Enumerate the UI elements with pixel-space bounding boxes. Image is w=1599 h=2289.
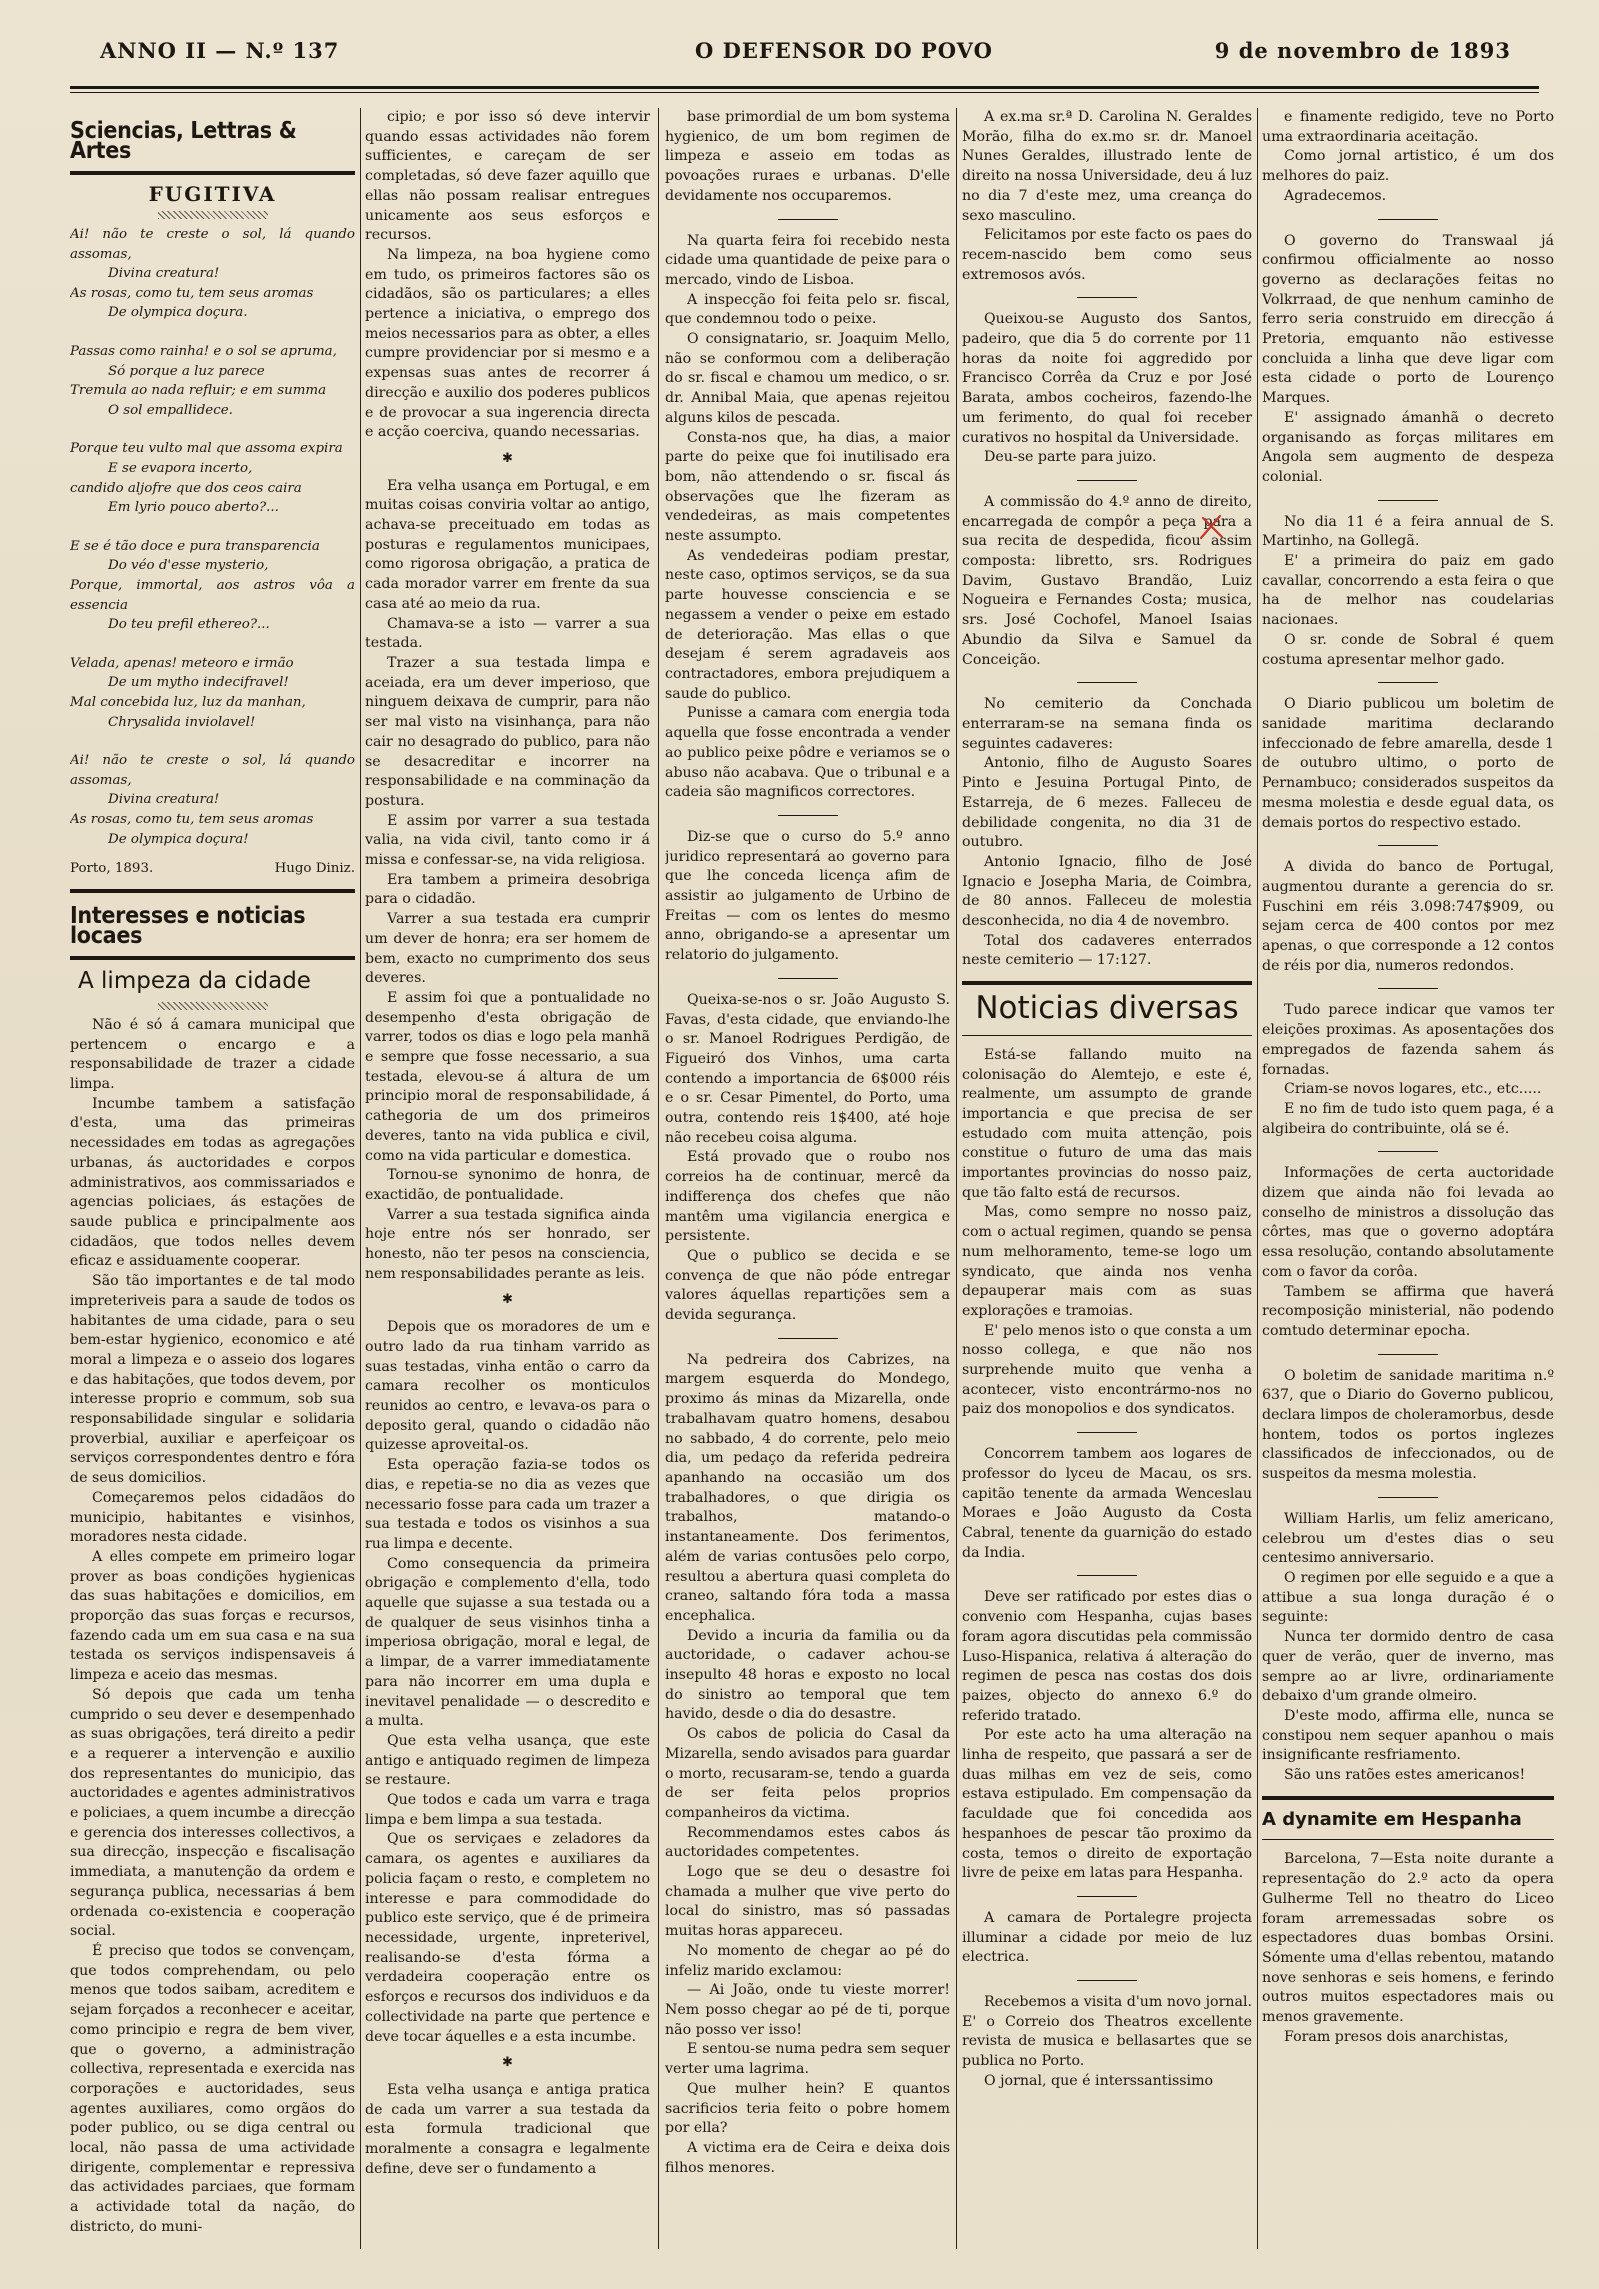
stanza-gap bbox=[70, 323, 355, 342]
paragraph: Barcelona, 7—Esta noite durante a representação do 2.º acto da opera Gulherme Tell no theatro do Liceo foram arremessadas sobre os espectadores duas bombas Orsini. Sómente uma d'ellas rebentou, matando nove senhoras e seis homens, e ferindo outros muitos espectadores mais ou menos gravemente. bbox=[1262, 1851, 1554, 2026]
poem-line: De olympica doçura. bbox=[108, 305, 248, 321]
news-item bbox=[1262, 1164, 1554, 1341]
article-body bbox=[365, 1318, 650, 2047]
paragraph: As vendedeiras podiam prestar, neste caso, optimos serviços, se da sua parte houvesse consciencia e se negassem a vender o peixe em estado de deterioração. Mas ellas o que desejam é serem agradaveis aos contractadores, embora prejudiquem a saude do publico. bbox=[665, 547, 950, 702]
poem-signature bbox=[70, 859, 355, 879]
column-divider bbox=[658, 108, 659, 2249]
news-separator bbox=[1378, 1497, 1438, 1498]
news-item bbox=[962, 1046, 1252, 1420]
paragraph: O Diario publicou um boletim de sanidade maritima declarando infeccionado de febre amarella, desde 1 de outubro ultimo, o porto de Pernambuco; considerados suspeitos da mesma molestia e desde egual data, os demais portos do respectivo estado. bbox=[1262, 696, 1554, 831]
paragraph: O governo do Transwaal já confirmou officialmente ao nosso governo as declarações feitas no Volkrraad, de que nenhum caminho de ferro seria construido em direcção á Pretoria, emquanto não estivesse concluida a linha que deve ligar com esta cidade o porto de Lourenço Marques. bbox=[1262, 232, 1554, 407]
paragraph: E' assignado ámanhã o decreto organisando as forças militares em Angola sem augmento de despeza colonial. bbox=[1262, 409, 1554, 485]
stanza-gap bbox=[70, 518, 355, 537]
paragraph: São uns ratões estes americanos! bbox=[1284, 1767, 1526, 1784]
poem-line: Em lyrio pouco aberto?... bbox=[108, 500, 279, 516]
paragraph: Tudo parece indicar que vamos ter eleições proximas. As aposentações dos empregados de fazenda sahem ás fornadas. bbox=[1262, 1002, 1554, 1078]
poem-line: As rosas, como tu, tem seus aromas bbox=[70, 811, 314, 827]
paragraph: Logo que se deu o desastre foi chamada a mulher que vive perto do local do sinistro, mas só passadas muitas horas appareceu. bbox=[665, 1864, 950, 1940]
poem-place: Porto, 1893. bbox=[70, 861, 154, 877]
news-item bbox=[1262, 108, 1554, 207]
paragraph: cipio; e por isso só deve intervir quando essas actividades não forem sufficientes, e careçam de ser completadas, só deve fazer aquillo que ellas não possam realisar entregues unicamente aos seus esforços e recursos. bbox=[365, 109, 650, 244]
paragraph: Que o publico se decida e se convença de que não póde entregar valores áquellas repartições sem a devida segurança. bbox=[665, 1247, 950, 1324]
poem-line: Só porque a luz parece bbox=[108, 363, 265, 379]
paragraph: Devido a incuria da familia ou da auctoridade, o cadaver achou-se insepulto 48 horas e exposto no local do sinistro ao temporal que tem havido, desde o dia do desastre. bbox=[665, 1627, 950, 1723]
news-item bbox=[665, 232, 950, 803]
paragraph: E assim por varrer a sua testada valia, na vida civil, tanto como ir á missa e confessar-se, na vida religiosa. bbox=[365, 812, 650, 869]
section-rule bbox=[1262, 1796, 1554, 1800]
paragraph: Na quarta feira foi recebido nesta cidade uma quantidade de peixe para o mercado, vindo de Lisboa. bbox=[665, 232, 950, 288]
paragraph: Começaremos pelos cidadãos do municipio, habitantes e visinhos, moradores nesta cidade. bbox=[70, 1489, 355, 1546]
paragraph: Recommendamos estes cabos ás auctoridades competentes. bbox=[665, 1824, 950, 1861]
section-rule bbox=[1262, 1839, 1554, 1840]
paragraph: William Harlis, um feliz americano, celebrou um d'estes dias o seu centesimo anniversario. bbox=[1262, 1510, 1554, 1567]
news-item bbox=[962, 1909, 1252, 1968]
news-separator bbox=[1378, 219, 1438, 220]
news-item bbox=[1262, 1001, 1554, 1139]
issue-date: 9 de novembro de 1893 bbox=[1214, 38, 1511, 63]
paragraph: Esta velha usança e antiga pratica de cada um varrer a sua testada da esta formula tradicional que moralmente a consagra e legalmente define, deve ser o fundamento a bbox=[365, 2081, 650, 2177]
paragraph: Deve ser ratificado por estes dias o convenio com Hespanha, cujas bases foram agora discutidas pela commissão Luso-Hispanica, relativa á alteração do regimen de pesca nas costas dos dois paizes, objecto do annexo 6.º do referido tratado. bbox=[962, 1589, 1252, 1724]
poem-author: Hugo Diniz. bbox=[274, 861, 355, 877]
separator-asterisk: ✱ bbox=[502, 2055, 513, 2071]
paragraph: Que esta velha usança, que este antigo e antiquado regimen de limpeza se restaure. bbox=[365, 1732, 650, 1789]
separator-asterisk: ✱ bbox=[502, 450, 513, 466]
poem-line: O sol empallidece. bbox=[108, 402, 233, 418]
news-item bbox=[962, 1445, 1252, 1563]
paragraph: A victima era de Ceira e deixa dois filhos menores. bbox=[665, 2139, 950, 2176]
paragraph: Varrer a sua testada era cumprir um dever de honra; era ser homem de bem, exacto no cumprimento dos seus deveres. bbox=[365, 911, 650, 987]
paragraph: Antonio Ignacio, filho de José Ignacio e Josepha Maria, de Coimbra, de 80 annos. Falleceu de molestia desconhecida, no dia 4 de novembro. bbox=[962, 853, 1252, 930]
paragraph: Na limpeza, na boa hygiene como em tudo, os primeiros factores são os cidadãos, são os particulares; a elles pertence a iniciativa, o emprego dos meios necessarios para as obter, a elles cumpre providenciar por si mesmo e a expensas suas antes de recorrer á direcção e auxilio dos poderes publicos e de provocar a sua ingerencia directa e acção coerciva, quando necessarias. bbox=[365, 246, 650, 441]
paragraph: O consignatario, sr. Joaquim Mello, não se conformou com a deliberação do sr. fiscal e chamou um medico, o sr. dr. Annibal Maia, que apenas rejeitou alguns kilos de pescada. bbox=[665, 331, 950, 426]
column-divider bbox=[1257, 108, 1258, 2249]
news-item bbox=[962, 310, 1252, 468]
paragraph: Trazer a sua testada limpa e aceiada, era um dever imperioso, que ninguem deixava de cumprir, para não ser mal visto na visinhança, para não cair no desagrado do publico, para não se desacreditar e incorrer na responsabilidade e na comminação da postura. bbox=[365, 654, 650, 809]
news-item bbox=[1262, 513, 1554, 671]
issue-number: ANNO II — N.º 137 bbox=[100, 38, 340, 63]
paragraph: E' a primeira do paiz em gado cavallar, concorrendo a esta feira o que ha de melhor nas coudelarias nacionaes. bbox=[1262, 553, 1554, 629]
news-item bbox=[962, 1993, 1252, 2092]
column-1 bbox=[70, 108, 355, 2249]
article-body bbox=[70, 1016, 355, 2238]
section-rule bbox=[70, 956, 355, 960]
news-separator bbox=[1378, 1354, 1438, 1355]
news-item bbox=[962, 695, 1252, 971]
section-heading: Sciencias, Lettras & Artes bbox=[70, 118, 297, 164]
poem-line: Mal concebida luz, luz da manhan, bbox=[70, 694, 306, 710]
paragraph: Punisse a camara com energia toda aquella que fosse encontrada a vender ao publico peixe pôdre e veriamos se o abuso não acabava. Que o tribunal e a cadeia são magnificos correctores. bbox=[665, 705, 950, 801]
masthead bbox=[100, 38, 1511, 76]
news-separator bbox=[1378, 500, 1438, 501]
paragraph: Tambem se affirma que haverá recomposição ministerial, não podendo comtudo determinar epocha. bbox=[1262, 1283, 1554, 1339]
poem-line: De olympica doçura! bbox=[108, 831, 249, 847]
paragraph: O jornal, que é interssantissimo bbox=[984, 2072, 1214, 2089]
section-rule bbox=[962, 1035, 1252, 1036]
poem-line: Passas como rainha! e o sol se apruma, bbox=[70, 344, 337, 360]
column-3 bbox=[665, 108, 950, 2249]
paragraph: A divida do banco de Portugal, augmentou durante a gerencia do sr. Fuschini em réis 3.098:747$909, ou sejam cerca de 400 contos por mez apenas, o que corresponde a 12 contos de réis por dia, numeros redondos. bbox=[1262, 859, 1554, 974]
paragraph: Queixou-se Augusto dos Santos, padeiro, que dia 5 do corrente por 11 horas da noite foi aggredido por Francisco Corrêa da Cruz e por José Barata, ambos cocheiros, fazendo-lhe um ferimento, do qual foi receber curativos no hospital da Universidade. bbox=[962, 311, 1252, 446]
paragraph: Foram presos dois anarchistas, bbox=[1284, 2028, 1509, 2045]
section-heading: A dynamite em Hespanha bbox=[1262, 1808, 1522, 1830]
paragraph: E assim foi que a pontualidade no desempenho d'esta obrigação de varrer, todos os dias e logo pela manhã e sempre que fosse necessario, a sua testada, elevou-se á altura de um principio moral de responsabilidade, á cathegoria de um dos primeiros deveres, tanto na vida publica e civil, como na vida particular e domestica. bbox=[365, 989, 650, 1164]
paragraph: base primordial de um bom systema hygienico, de um bom regimen de limpeza e asseio em todas as povoações ruraes e urbanas. D'elle devidamente nos occuparemos. bbox=[665, 109, 950, 204]
news-separator bbox=[1077, 1980, 1137, 1981]
paragraph: E no fim de tudo isto quem paga, é a algibeira do contribuinte, olá se é. bbox=[1262, 1100, 1554, 1137]
paragraph: Os cabos de policia do Casal da Mizarella, sendo avisados para guardar o morto, recusaram-se, tendo a guarda de ser feita pelos proprios companheiros da victima. bbox=[665, 1726, 950, 1821]
poem-line: Velada, apenas! meteoro e irmão bbox=[70, 655, 294, 671]
column-4 bbox=[962, 108, 1252, 2249]
section-rule bbox=[962, 981, 1252, 985]
poem-line: Divina creatura! bbox=[108, 266, 220, 282]
paragraph: Informações de certa auctoridade dizem que ainda não foi levada ao conselho de ministros a dissolução das côrtes, mas que o governo adoptára essa resolução, contando absolutamente com o favor da corôa. bbox=[1262, 1165, 1554, 1280]
paragraph: São tão importantes e de tal modo impreteriveis para a saude de todos os habitantes de uma cidade, para o seu bem-estar hygienico, economico e até moral a limpeza e o asseio dos logares e das habitações, que todos devem, por interesse proprio e commum, sob sua responsabilidade singular e solidaria proverbial, auxiliar e aperfeiçoar os serviços correspondentes dentro e fóra de seus domicilios. bbox=[70, 1273, 355, 1487]
news-separator bbox=[1378, 682, 1438, 683]
news-item bbox=[665, 991, 950, 1326]
paragraph: Agradecemos. bbox=[1284, 187, 1387, 204]
news-separator bbox=[778, 978, 838, 979]
paragraph: e finamente redigido, teve no Porto uma extraordinaria aceitação. bbox=[1262, 109, 1554, 145]
news-separator bbox=[1077, 1896, 1137, 1897]
poem-line: Do teu prefil ethereo?... bbox=[108, 617, 270, 633]
paragraph: Tornou-se synonimo de honra, de exactidão, de pontualidade. bbox=[365, 1167, 650, 1203]
paragraph: Chamava-se a isto — varrer a sua testada. bbox=[365, 615, 650, 652]
poem-line: Chrysalida inviolavel! bbox=[108, 714, 256, 730]
news-item bbox=[962, 108, 1252, 285]
paragraph: Felicitamos por este facto os paes do recem-nascido bem como seus extremosos avós. bbox=[962, 227, 1252, 283]
paragraph: O regimen por elle seguido e a que a attibue a sua longa duração é o seguinte: bbox=[1262, 1570, 1554, 1626]
news-item bbox=[1262, 858, 1554, 976]
news-separator bbox=[778, 219, 838, 220]
news-separator bbox=[1077, 682, 1137, 683]
newspaper-title: O DEFENSOR DO POVO bbox=[695, 38, 993, 63]
paragraph: Como jornal artistico, é um dos melhores do paiz. bbox=[1262, 148, 1554, 185]
paragraph: A commissão do 4.º anno de direito, encarregada de compôr a peça para a sua recita de despedida, ficou assim composta: libretto, srs. Rodrigues Davim, Gustavo Brandão, Luiz Nogueira e Fernandes Costa; musica, srs. José Cochofel, Manoel Isaias Abundio da Silva e Samuel da Conceição. bbox=[962, 493, 1252, 668]
poem-line: De um mytho indecifravel! bbox=[108, 675, 289, 691]
stanza-gap bbox=[70, 635, 355, 654]
poem-line: Tremula ao nada refluir; e em summa bbox=[70, 383, 327, 399]
poem-line: Divina creatura! bbox=[108, 792, 220, 808]
paragraph: Está provado que o roubo nos correios ha de continuar, mercê da indifferença dos chefes que não mantêm uma vigilancia energica e persistente. bbox=[665, 1149, 950, 1245]
paragraph: Que mulher hein? E quantos sacrificios teria feito o pobre homem por ella? bbox=[665, 2080, 950, 2137]
paragraph: No cemiterio da Conchada enterraram-se na semana finda os seguintes cadaveres: bbox=[962, 696, 1252, 752]
section-rule bbox=[70, 171, 355, 175]
paragraph: A inspecção foi feita pelo sr. fiscal, que condemnou todo o peixe. bbox=[665, 291, 950, 328]
paragraph: Que todos e cada um varra e traga limpa e bem limpa a sua testada. bbox=[365, 1792, 650, 1828]
paragraph: — Ai João, onde tu vieste morrer! Nem posso chegar ao pé de ti, porque não posso ver isso! bbox=[665, 1982, 950, 2038]
news-item bbox=[1262, 695, 1554, 833]
article-body bbox=[365, 108, 650, 443]
paragraph: Consta-nos que, ha dias, a maior parte do peixe que foi inutilisado era bom, não attendendo o sr. fiscal ás observações que lhe fizeram as vendedeiras, as mais competentes neste assumpto. bbox=[665, 429, 950, 545]
poem-line: E se é tão doce e pura transparencia bbox=[70, 538, 320, 554]
paragraph: Está-se fallando muito na colonisação do Alemtejo, e este é, realmente, um assumpto de grande importancia e que precisa de ser estudado com muita attenção, pois constitue o futuro de uma das mais importantes provincias do nosso paiz, que tão falto está de recursos. bbox=[962, 1046, 1252, 1201]
column-2 bbox=[365, 108, 650, 2249]
news-separator bbox=[1077, 480, 1137, 481]
paragraph: Total dos cadaveres enterrados neste cemiterio — 17:127. bbox=[962, 932, 1252, 969]
paragraph: Incumbe tambem a satisfação d'esta, uma das primeiras necessidades em todas as agregações urbanas, ás auctoridades e corpos administrativos, aos commissariados e agencias policiaes, ás estações de saude publica e principalmente aos cidadãos, que todos nelles devem eficaz e assiduamente cooperar. bbox=[70, 1095, 355, 1270]
news-item bbox=[665, 1351, 950, 2179]
paragraph: Depois que os moradores de um e outro lado da rua tinham varrido as suas testadas, vinha então o carro da camara recolher os monticulos reunidos ao centro, e levava-os para o deposito geral, quando o cidadão não quizesse aproveital-os. bbox=[365, 1319, 650, 1454]
news-separator bbox=[1378, 845, 1438, 846]
paragraph: E' pelo menos isto o que consta a um nosso collega, e que não nos surprehende muito que venha a acontecer, visto encontrármo-nos no paiz dos monopolios e dos syndicatos. bbox=[962, 1322, 1252, 1418]
section-rule bbox=[70, 889, 355, 893]
section-heading: Noticias diversas bbox=[975, 990, 1239, 1027]
paragraph: Mas, como sempre no nosso paiz, com o actual regimen, quando se pensa num melhoramento, teme-se logo um syndicato, que ainda nos venha depauperar mais com as suas explorações e tramoias. bbox=[962, 1204, 1252, 1319]
stanza-gap bbox=[70, 420, 355, 439]
paragraph: Deu-se parte para juizo. bbox=[984, 449, 1157, 466]
news-item bbox=[962, 1588, 1252, 1884]
news-item bbox=[1262, 1367, 1554, 1485]
paragraph: Como consequencia da primeira obrigação e complemento d'ella, todo aquelle que sujasse a sua testada ou a de qualquer de seus visinhos tinha a imperiosa obrigação, moral e legal, de a limpar, de a varrer immediatamente para não incorrer em uma dupla e inevitavel penalidade — o descredito e a multa. bbox=[365, 1555, 650, 1730]
paragraph: Recebemos a visita d'um novo jornal. E' o Correio dos Theatros excellente revista de musica e bellasartes que se publica no Porto. bbox=[962, 1994, 1252, 2070]
paragraph: A elles compete em primeiro logar prover as boas condições hygienicas das suas habitações e domicilios, em proporção das suas forças e recursos, fazendo cada um em sua casa e na sua testada os serviços indispensaveis á limpeza e aceio das mesmas. bbox=[70, 1548, 355, 1684]
paragraph: Que os serviçaes e zeladores da camara, os agentes e auxiliares da policia façam o resto, e completem no interesse e para commodidade do publico este serviço, que é de primeira necessidade, urgente, inpreterivel, realisando-se d'esta fórma a verdadeira cooperação entre os esforços e recursos dos individuos e da collectividade na parte que pertence e deve tocar áquelles e a esta incumbe. bbox=[365, 1831, 650, 2045]
paragraph: O boletim de sanidade maritima n.º 637, que o Diario do Governo publicou, declara limpos de choleramorbus, desde hontem, todos os portos inglezes classificados de infeccionados, ou de suspeitos da mesma molestia. bbox=[1262, 1367, 1554, 1483]
paragraph: O sr. conde de Sobral é quem costuma apresentar melhor gado. bbox=[1262, 631, 1554, 668]
poem-title: FUGITIVA bbox=[148, 182, 277, 207]
poem-line: candido aljofre que dos ceos caira bbox=[70, 480, 302, 496]
separator-asterisk: ✱ bbox=[502, 1292, 513, 1308]
paragraph: Antonio, filho de Augusto Soares Pinto e Jesuina Portugal Pinto, de Estarreja, de 6 mezes. Falleceu de debilidade congenita, no dia 31 de outubro. bbox=[962, 755, 1252, 851]
paragraph: Queixa-se-nos o sr. João Augusto S. Favas, d'esta cidade, que enviando-lhe o sr. Manoel Rodrigues Perdigão, de Figueiró dos Vinhos, uma carta contendo a importancia de 6$000 réis e o sr. Cesar Pimentel, do Porto, uma outra, contendo reis 1$400, até hoje não recebeu coisa alguma. bbox=[665, 991, 950, 1146]
poem-line: Porque, immortal, aos astros vôa a essencia bbox=[70, 578, 355, 613]
article-body bbox=[365, 2081, 650, 2180]
news-item bbox=[1262, 232, 1554, 488]
poem-line: Ai! não te creste o sol, lá quando assomas, bbox=[70, 753, 355, 788]
paragraph: Era velha usança em Portugal, e em muitas coisas conviria voltar ao antigo, achava-se preceituado em todas as posturas e regulamentos municipaes, como rigorosa obrigação, a pratica de cada morador varrer em frente da sua casa até ao meio da rua. bbox=[365, 477, 650, 612]
paragraph: Diz-se que o curso do 5.º anno juridico representará ao governo para que lhe conceda licença afim de assistir ao julgamento de Urbino de Freitas — com os lentes do mesmo anno, obrigando-se a apresentar um relatorio do julgamento. bbox=[665, 828, 950, 964]
paragraph: Na pedreira dos Cabrizes, na margem esquerda do Mondego, proximo ás minas da Mizarella, onde trabalhavam quatro homens, desabou no sabbado, 4 do corrente, pelo meio dia, um pedaço da referida pedreira apanhando na occasião um dos trabalhadores, o que dirigia os trabalhos, matando-o instantaneamente. Dos ferimentos, além de varias contusões pelo corpo, resultou a abertura quasi completa do craneo, saltando fóra toda a massa encephalica. bbox=[665, 1351, 950, 1624]
paragraph: Só depois que cada um tenha cumprido o seu dever e desempenhado as suas obrigações, terá direito a pedir e a requerer a intervenção e auxilio dos representantes do municipio, das auctoridades e agentes administrativos e policiaes, a quem incumbe a direcção e gerencia dos interesses collectivos, a sua direcção, inspecção e fiscalisação immediata, a manutenção da ordem e segurança publica, necessarias á bem ordenada co-existencia e cooperação social. bbox=[70, 1686, 355, 1940]
ornament-divider bbox=[158, 211, 268, 219]
masthead-rule bbox=[70, 86, 1539, 93]
paragraph: Não é só á camara municipal que pertencem o encargo e a responsabilidade de trazer a cidade limpa. bbox=[70, 1016, 355, 1093]
column-divider bbox=[360, 108, 361, 2249]
paragraph: Concorrem tambem aos logares de professor do lyceu de Macau, os srs. capitão tenente da armada Wenceslau Moraes e João Augusto da Costa Cabral, tenente da guarnição do estado da India. bbox=[962, 1446, 1252, 1561]
news-separator bbox=[1077, 297, 1137, 298]
news-separator bbox=[1077, 1432, 1137, 1433]
article-title: A limpeza da cidade bbox=[78, 968, 311, 995]
paragraph: D'este modo, affirma elle, nunca se constipou nem sequer apanhou o mais insignificante resfriamento. bbox=[1262, 1707, 1554, 1764]
paragraph: Esta operação fazia-se todos os dias, e repetia-se no dia as vezes que necessario fosse para cada um trazer a sua testada e todos os visinhos a sua rua limpa e decente. bbox=[365, 1457, 650, 1552]
poem-fugitiva bbox=[70, 225, 355, 849]
news-separator bbox=[1077, 1575, 1137, 1576]
news-item bbox=[665, 828, 950, 966]
poem-line: As rosas, como tu, tem seus aromas bbox=[70, 285, 314, 301]
section-heading: Interesses e noticias locaes bbox=[70, 902, 306, 949]
red-pen-mark-icon bbox=[1196, 512, 1226, 542]
news-item bbox=[1262, 1510, 1554, 1786]
paragraph: Nunca ter dormido dentro de casa quer de verão, quer de inverno, mas sempre ao ar livre, ordinariamente debaixo d'um grande olmeiro. bbox=[1262, 1629, 1554, 1705]
news-separator bbox=[778, 815, 838, 816]
paragraph: No dia 11 é a feira annual de S. Martinho, na Gollegã. bbox=[1262, 513, 1554, 550]
poem-line: Ai! não te creste o sol, lá quando assomas, bbox=[70, 227, 355, 262]
paragraph: Por este acto ha uma alteração na linha de respeito, que passará a ser de duas milhas em vez de seis, como estava estipulado. Em compensação da faculdade que foi concedida aos hespanhoes de pescar tão proximo da costa, temos o direito de exportação livre de peixe em latas para Hespanha. bbox=[962, 1727, 1252, 1882]
news-item bbox=[1262, 1850, 1554, 2047]
article-body bbox=[665, 108, 950, 207]
paragraph: Era tambem a primeira desobriga para o cidadão. bbox=[365, 871, 650, 908]
paragraph: E sentou-se numa pedra sem sequer verter uma lagrima. bbox=[665, 2041, 950, 2078]
ornament-divider bbox=[158, 1002, 268, 1010]
news-separator bbox=[1378, 988, 1438, 989]
paragraph: Varrer a sua testada significa ainda hoje entre nós ser honrado, ser honesto, não ter pesos na consciencia, nem responsabilidades perante as leis. bbox=[365, 1206, 650, 1282]
column-5 bbox=[1262, 108, 1554, 2249]
paragraph: A camara de Portalegre projecta illuminar a cidade por meio de luz electrica. bbox=[962, 1909, 1252, 1966]
paragraph: No momento de chegar ao pé do infeliz marido exclamou: bbox=[665, 1942, 950, 1979]
news-separator bbox=[1378, 1151, 1438, 1152]
news-separator bbox=[778, 1338, 838, 1339]
paragraph: É preciso que todos se convençam, que todos comprehendam, ou pelo menos que todos saibam, acreditem e sejam forçados a reconhecer e aceitar, como principio e regra de bem viver, que o governo, a administração collectiva, representada e exercida nas corporações e auctoridades, seus agentes auxiliares, como orgãos do poder publico, ou se diga central ou local, não passa de uma actividade dirigente, complementar e repressiva das actividades parciaes, que formam a actividade total da nação, do districto, do muni- bbox=[70, 1943, 355, 2235]
column-divider bbox=[956, 108, 957, 2249]
paragraph: A ex.ma sr.ª D. Carolina N. Geraldes Morão, filha do ex.mo sr. dr. Manoel Nunes Geraldes, illustrado lente de direito na nossa Universidade, deu á luz no dia 7 d'este mez, uma creança do sexo masculino. bbox=[962, 109, 1252, 224]
article-body bbox=[365, 477, 650, 1285]
poem-line: E se evapora incerto, bbox=[108, 461, 253, 477]
stanza-gap bbox=[70, 732, 355, 751]
poem-line: Porque teu vulto mal que assoma expira bbox=[70, 441, 343, 457]
poem-line: Do véo d'esse mysterio, bbox=[108, 558, 269, 574]
paragraph: Criam-se novos logares, etc., etc..... bbox=[1284, 1081, 1542, 1098]
